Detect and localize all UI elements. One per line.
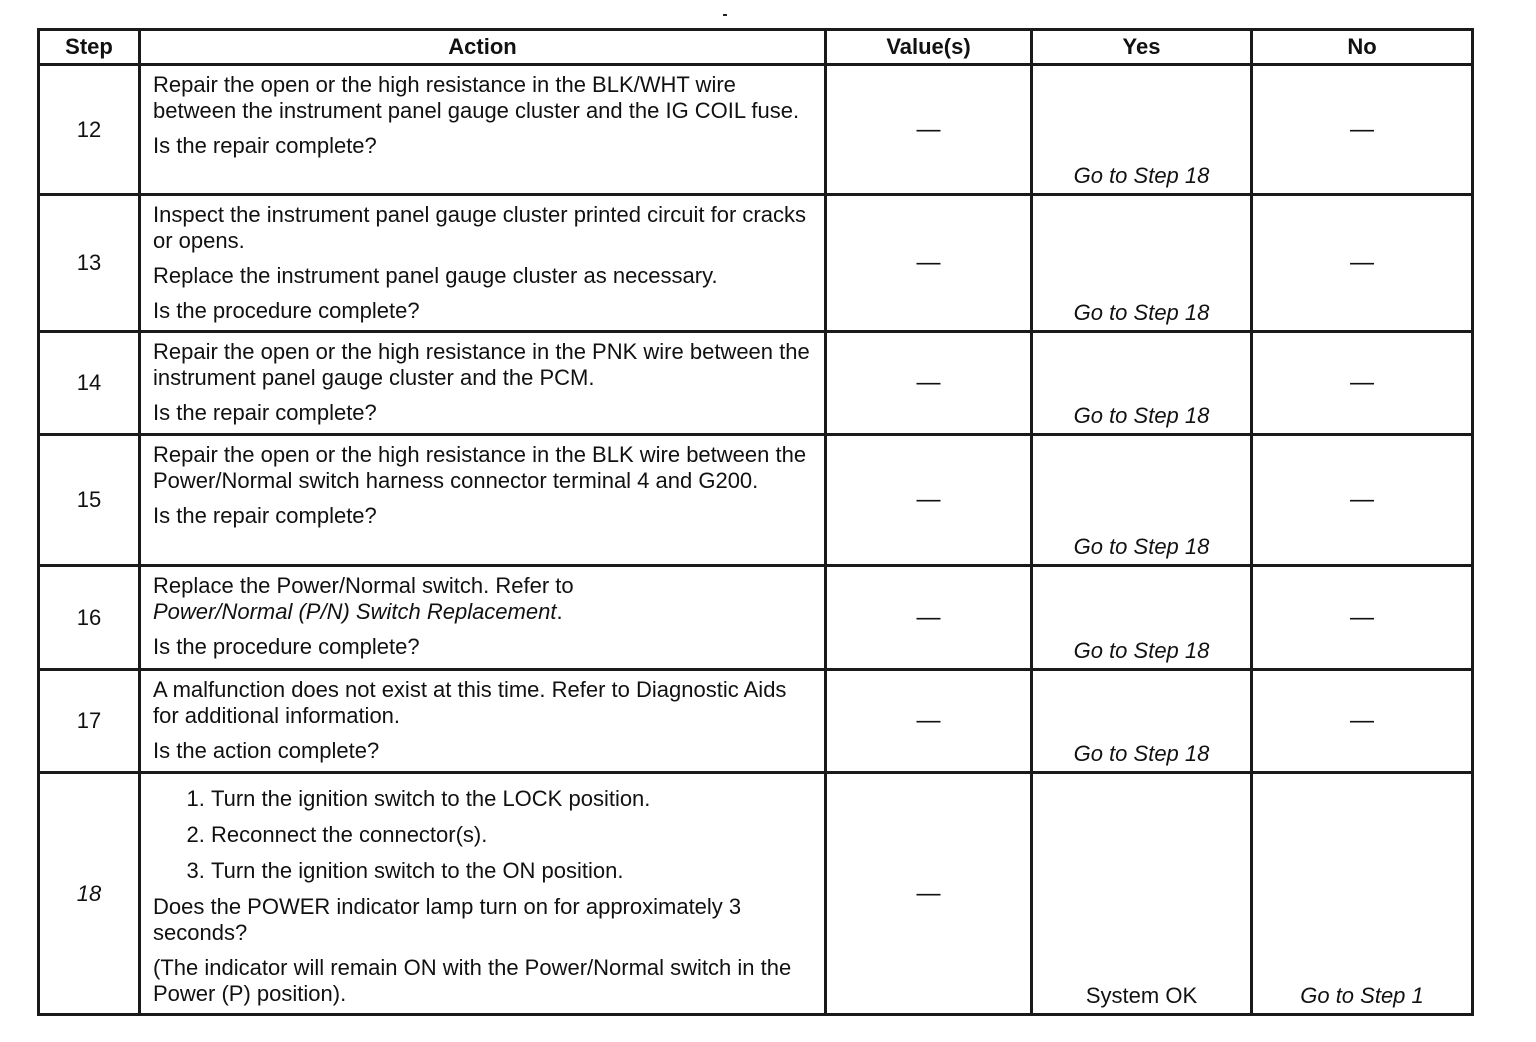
action-question: Is the procedure complete? [153, 634, 420, 659]
yes-cell [1032, 65, 1252, 195]
header-action: Action [140, 30, 826, 65]
table-row [39, 332, 1473, 435]
action-cell [140, 65, 826, 195]
action-text: Inspect the instrument panel gauge cluster printed circuit for cracks or opens. [153, 202, 806, 253]
action-text: Repair the open or the high resistance in the PNK wire between the instrument panel gauge cluster and the PCM. [153, 339, 810, 390]
yes-cell [1032, 773, 1252, 1015]
yes-cell [1032, 332, 1252, 435]
action-question: Does the POWER indicator lamp turn on for approximately 3 seconds? [153, 894, 742, 945]
table-row [39, 435, 1473, 566]
value-cell: — [826, 773, 1032, 1015]
action-question: Is the procedure complete? [153, 298, 420, 323]
value-cell: — [826, 195, 1032, 332]
table-row [39, 195, 1473, 332]
action-text: Repair the open or the high resistance in the BLK wire between the Power/Normal switch harness connector terminal 4 and G200. [153, 442, 807, 493]
header-no: No [1252, 30, 1473, 65]
no-cell: — [1252, 195, 1473, 332]
value-cell: — [826, 670, 1032, 773]
list-item: 1. Turn the ignition switch to the LOCK position. [211, 786, 814, 812]
action-question: Is the action complete? [153, 738, 380, 763]
value-cell: — [826, 435, 1032, 566]
header-yes: Yes [1032, 30, 1252, 65]
yes-link[interactable]: Go to Step 18 [1073, 163, 1210, 188]
no-cell: — [1252, 435, 1473, 566]
stray-mark [723, 14, 727, 16]
no-cell: — [1252, 65, 1473, 195]
action-text: Repair the open or the high resistance in the BLK/WHT wire between the instrument panel gauge cluster and the IG COIL fuse. [153, 72, 800, 123]
yes-link[interactable]: Go to Step 18 [1073, 638, 1210, 663]
action-cell [140, 332, 826, 435]
table-row [39, 773, 1473, 1015]
action-note: (The indicator will remain ON with the Power/Normal switch in the Power (P) position). [153, 955, 792, 1006]
no-cell [1252, 773, 1473, 1015]
yes-link[interactable]: Go to Step 18 [1073, 534, 1210, 559]
value-cell: — [826, 332, 1032, 435]
procedure-list [153, 786, 814, 884]
header-values: Value(s) [826, 30, 1032, 65]
step-number: 14 [39, 332, 140, 435]
yes-result: System OK [1085, 983, 1198, 1008]
action-cell [140, 195, 826, 332]
step-number: 13 [39, 195, 140, 332]
yes-link[interactable]: Go to Step 18 [1073, 300, 1210, 325]
yes-cell [1032, 195, 1252, 332]
table-row [39, 566, 1473, 670]
value-cell: — [826, 65, 1032, 195]
action-cell [140, 670, 826, 773]
no-cell: — [1252, 670, 1473, 773]
step-number: 15 [39, 435, 140, 566]
reference-link[interactable]: Power/Normal (P/N) Switch Replacement [153, 599, 557, 624]
no-cell: — [1252, 332, 1473, 435]
action-intro: Replace the Power/Normal switch. Refer to [153, 573, 574, 598]
yes-cell [1032, 670, 1252, 773]
value-cell: — [826, 566, 1032, 670]
yes-cell [1032, 566, 1252, 670]
action-text: Replace the instrument panel gauge cluster as necessary. [153, 263, 718, 288]
action-text [153, 573, 814, 625]
table-row [39, 65, 1473, 195]
step-number: 18 [39, 773, 140, 1015]
step-number: 16 [39, 566, 140, 670]
no-link[interactable]: Go to Step 1 [1300, 983, 1424, 1008]
yes-cell [1032, 435, 1252, 566]
action-question: Is the repair complete? [153, 400, 377, 425]
list-item: 3. Turn the ignition switch to the ON position. [211, 858, 814, 884]
action-question: Is the repair complete? [153, 503, 377, 528]
yes-link[interactable]: Go to Step 18 [1073, 741, 1210, 766]
header-step: Step [39, 30, 140, 65]
reference-punctuation: . [556, 599, 563, 624]
step-number: 17 [39, 670, 140, 773]
no-cell: — [1252, 566, 1473, 670]
action-cell [140, 566, 826, 670]
diagnostic-table [37, 28, 1474, 1016]
action-cell [140, 773, 826, 1015]
action-question: Is the repair complete? [153, 133, 377, 158]
action-cell [140, 435, 826, 566]
table-row [39, 670, 1473, 773]
step-number: 12 [39, 65, 140, 195]
yes-link[interactable]: Go to Step 18 [1073, 403, 1210, 428]
list-item: 2. Reconnect the connector(s). [211, 822, 814, 848]
header-row [39, 30, 1473, 65]
action-text: A malfunction does not exist at this time. Refer to Diagnostic Aids for additional information. [153, 677, 787, 728]
